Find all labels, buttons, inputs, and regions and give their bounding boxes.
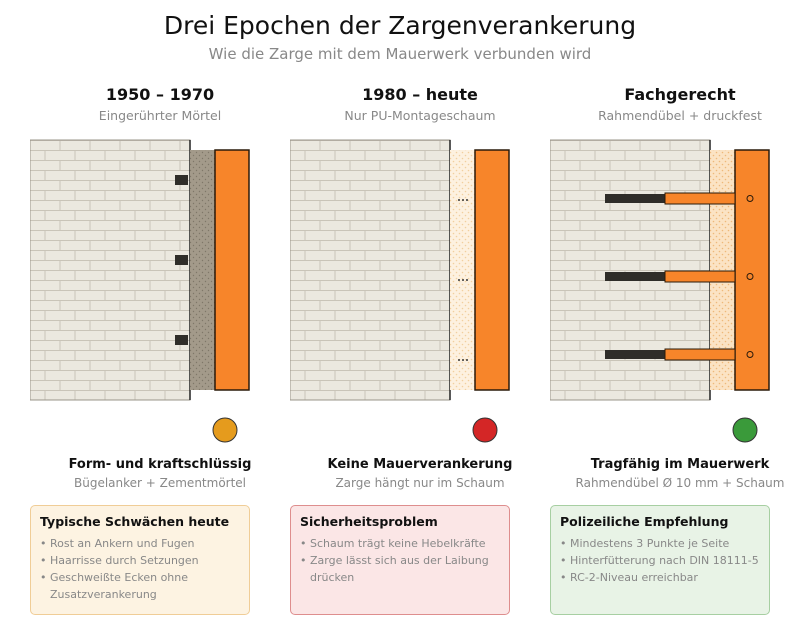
epoch-subheading: Rahmendübel + druckfest [598, 108, 762, 123]
bracket-anchor [175, 175, 188, 185]
list-item: • Schaum trägt keine Hebelkräfte [300, 537, 486, 550]
epoch-heading: 1980 – heute [362, 85, 478, 104]
masonry-wall [290, 140, 450, 400]
status-indicator-green [731, 416, 759, 444]
list-item: • Geschweißte Ecken ohne Zusatzverankerung [40, 571, 189, 601]
status-indicator-red [471, 416, 499, 444]
weakness-box [30, 505, 250, 615]
frame-dowel [605, 193, 753, 204]
list-item: • RC-2-Niveau erreichbar [560, 571, 698, 584]
list-item: • Hinterfütterung nach DIN 18111-5 [560, 554, 759, 567]
epoch-subheading: Nur PU-Montageschaum [344, 108, 496, 123]
list-item: • Zarge lässt sich aus der Laibung drücken [300, 554, 489, 584]
masonry-wall [550, 140, 710, 400]
anchoring-diagram-foam [290, 130, 550, 420]
list-item: • Rost an Ankern und Fugen [40, 537, 195, 550]
epoch-subheading: Eingerührter Mörtel [98, 108, 222, 123]
bracket-anchor [175, 335, 188, 345]
list-item: • Haarrisse durch Setzungen [40, 554, 199, 567]
anchoring-diagram-dowel [550, 130, 800, 420]
bracket-anchor [175, 255, 188, 265]
epoch-heading: 1950 – 1970 [105, 85, 215, 104]
page-subtitle: Wie die Zarge mit dem Mauerwerk verbunden wird [208, 45, 592, 63]
result-subtitle: Bügelanker + Zementmörtel [73, 476, 247, 490]
masonry-wall [30, 140, 190, 400]
epoch-column-proper [550, 0, 800, 640]
mortar-fill [190, 150, 215, 390]
result-subtitle: Rahmendübel Ø 10 mm + Schaum [575, 476, 785, 490]
epoch-heading: Fachgerecht [624, 85, 736, 104]
result-title: Tragfähig im Mauerwerk [590, 457, 770, 472]
door-frame [735, 150, 769, 390]
frame-dowel [605, 349, 753, 360]
recommendation-box [550, 505, 770, 615]
box-title: Sicherheitsproblem [300, 514, 438, 529]
anchoring-diagram-mortar [30, 130, 290, 420]
list-item: • Mindestens 3 Punkte je Seite [560, 537, 730, 550]
box-title: Typische Schwächen heute [40, 514, 230, 529]
result-title: Form- und kraftschlüssig [68, 457, 252, 472]
door-frame [215, 150, 249, 390]
epoch-column-1950 [30, 0, 290, 640]
frame-dowel [605, 271, 753, 282]
result-title: Keine Mauerverankerung [327, 457, 513, 472]
door-frame [475, 150, 509, 390]
foam-fill [450, 150, 475, 390]
problem-box [290, 505, 510, 615]
box-title: Polizeiliche Empfehlung [560, 514, 729, 529]
status-indicator-orange [211, 416, 239, 444]
epoch-column-1980 [290, 0, 550, 640]
result-subtitle: Zarge hängt nur im Schaum [335, 476, 505, 490]
page-title: Drei Epochen der Zargenverankerung [163, 11, 637, 40]
